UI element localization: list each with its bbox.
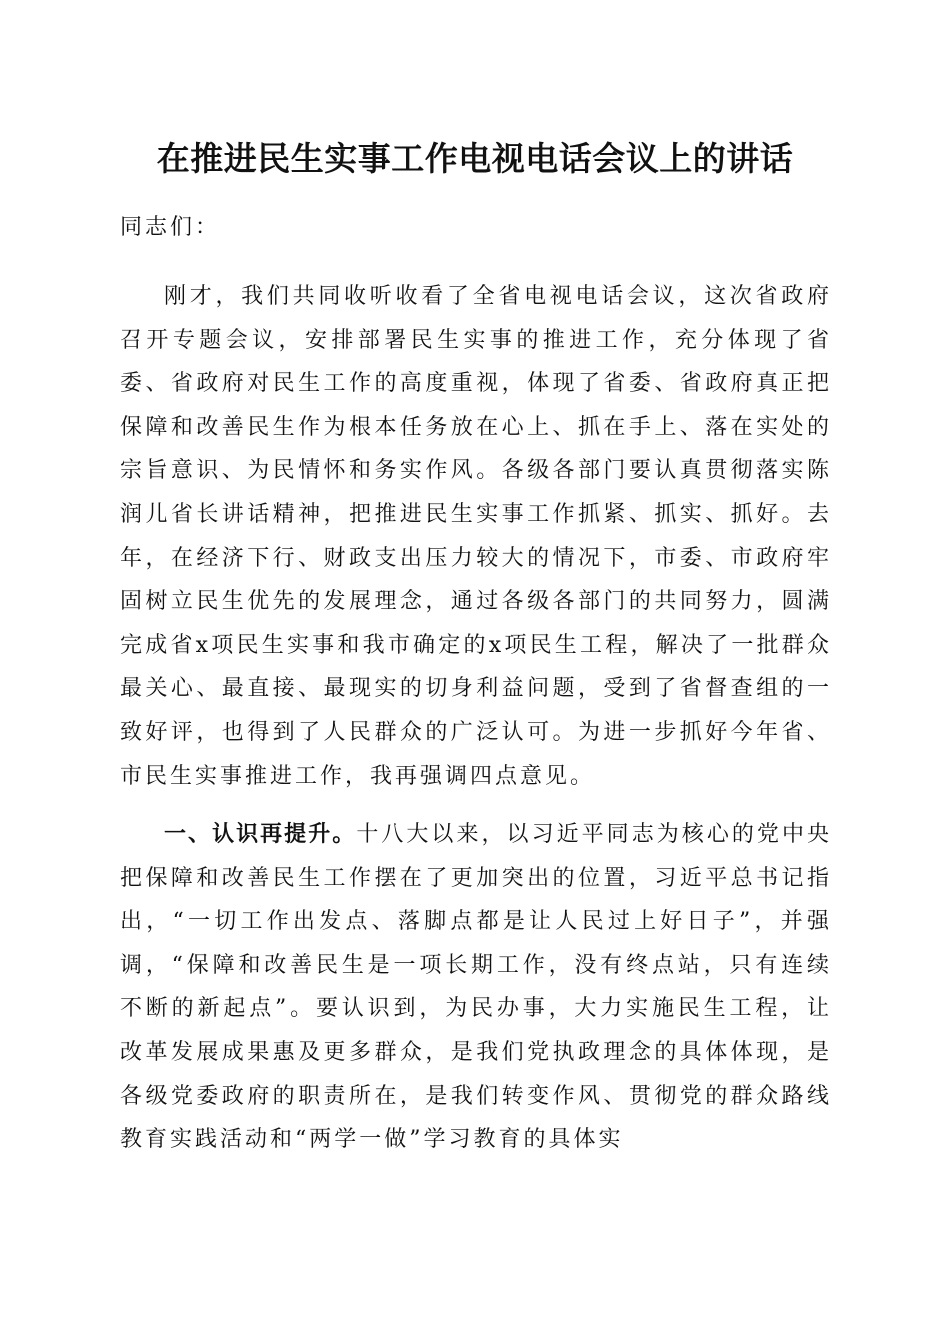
greeting: 同志们： <box>120 215 221 240</box>
section-one-text: 十八大以来，以习近平同志为核心的党中央把保障和改善民生工作摆在了更加突出的位置，习近平总书记指出，“一切工作出发点、落脚点都是让人民过上好日子”，并强调，“保障和改善民生是一项长期工作，没有终点站，只有连续不断的新起点”。要认识到，为民办事，大力实施民生工程，让改革发展成果惠及更多群众，是我们党执政理念的具体体现，是各级党委政府的职责所在，是我们转变作风、贯彻党的群众路线教育实践活动和“两学一做”学习教育的具体实 <box>120 822 832 1153</box>
document-title: 在推进民生实事工作电视电话会议上的讲话 <box>156 139 794 178</box>
paragraph-section-one <box>120 813 832 1162</box>
section-one-heading: 一、认识再提升。 <box>164 822 357 847</box>
paragraph-intro-text: 刚才，我们共同收听收看了全省电视电话会议，这次省政府召开专题会议，安排部署民生实事的推进工作，充分体现了省委、省政府对民生工作的高度重视，体现了省委、省政府真正把保障和改善民生作为根本任务放在心上、抓在手上、落在实处的宗旨意识、为民情怀和务实作风。各级各部门要认真贯彻落实陈润儿省长讲话精神，把推进民生实事工作抓紧、抓实、抓好。去年，在经济下行、财政支出压力较大的情况下，市委、市政府牢固树立民生优先的发展理念，通过各级各部门的共同努力，圆满完成省x项民生实事和我市确定的x项民生工程，解决了一批群众最关心、最直接、最现实的切身利益问题，受到了省督查组的一致好评，也得到了人民群众的广泛认可。为进一步抓好今年省、市民生实事推进工作，我再强调四点意见。 <box>120 284 832 789</box>
paragraph-intro <box>120 275 832 798</box>
